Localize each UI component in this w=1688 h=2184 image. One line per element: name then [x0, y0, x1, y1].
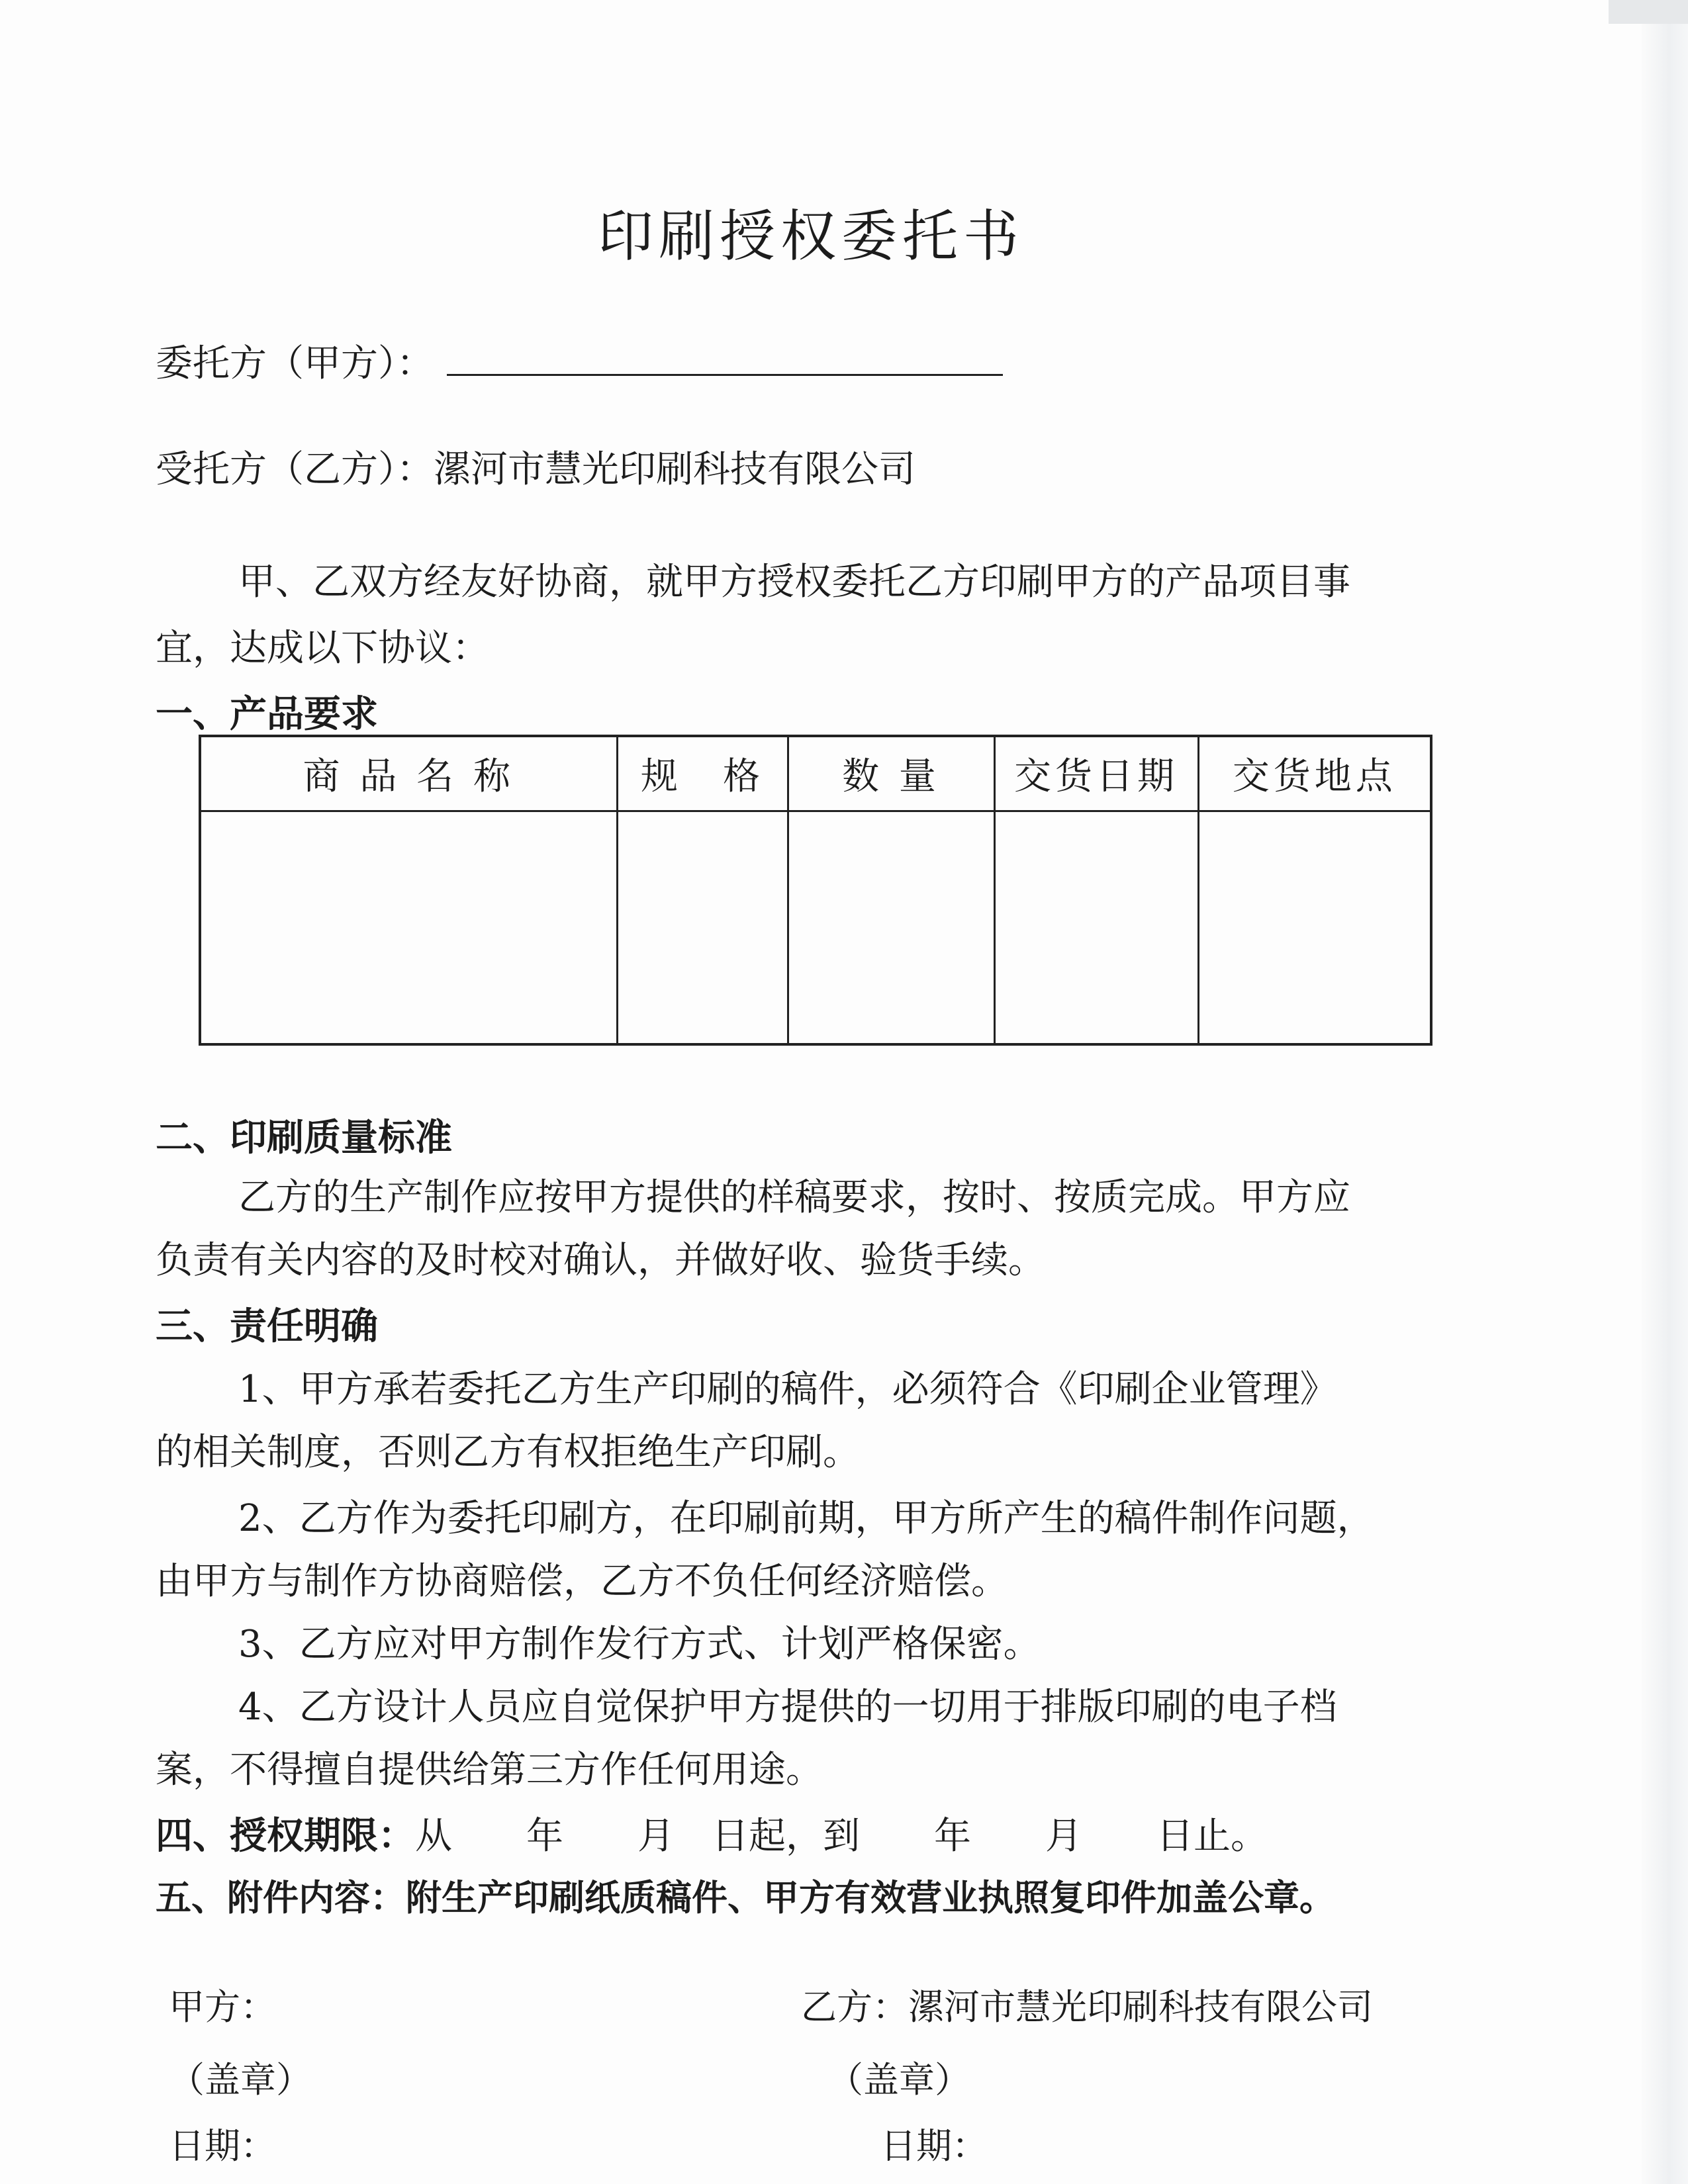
table-header: 交货地点	[1198, 736, 1431, 811]
section3-line: 4、乙方设计人员应自觉保护甲方提供的一切用于排版印刷的电子档	[238, 1686, 1337, 1729]
section3-line: 案，不得擅自提供给第三方作任何用途。	[156, 1749, 823, 1792]
section3-line: 由甲方与制作方协商赔偿，乙方不负任何经济赔偿。	[156, 1560, 1008, 1603]
section2-heading: 二、印刷质量标准	[156, 1116, 452, 1160]
scan-edge-shadow	[1642, 0, 1688, 2184]
section5-line: 五、附件内容：附生产印刷纸质稿件、甲方有效营业执照复印件加盖公章。	[156, 1876, 1335, 1919]
intro-line-2: 宜，达成以下协议：	[156, 627, 489, 670]
table-cell	[994, 811, 1198, 1045]
section2-line: 乙方的生产制作应按甲方提供的样稿要求，按时、按质完成。甲方应	[238, 1176, 1350, 1219]
table-cell	[617, 811, 788, 1045]
section3-line: 3、乙方应对甲方制作发行方式、计划严格保密。	[238, 1623, 1041, 1666]
table-header: 交货日期	[994, 736, 1198, 811]
section3-line: 2、乙方作为委托印刷方，在印刷前期，甲方所产生的稿件制作问题，	[238, 1497, 1374, 1540]
table-header: 数 量	[788, 736, 994, 811]
section1-heading: 一、产品要求	[156, 692, 378, 736]
section3-line: 1、甲方承若委托乙方生产印刷的稿件，必须符合《印刷企业管理》	[238, 1368, 1337, 1411]
party-a-blank	[447, 337, 1003, 376]
document-title: 印刷授权委托书	[597, 204, 1024, 269]
section4-text: 从 年 月 日起，到 年 月 日止。	[415, 1815, 1268, 1858]
seal-party-b: （盖章）	[827, 2059, 970, 2101]
seal-party-a: （盖章）	[169, 2059, 312, 2101]
intro-line-1: 甲、乙双方经友好协商，就甲方授权委托乙方印刷甲方的产品项目事	[238, 561, 1350, 604]
table-header: 商 品 名 称	[200, 736, 617, 811]
table-cell	[200, 811, 617, 1045]
table-row	[200, 811, 1431, 1045]
party-b-line: 受托方（乙方）：漯河市慧光印刷科技有限公司	[156, 448, 915, 491]
table-cell	[1198, 811, 1431, 1045]
signature-party-a: 甲方：	[169, 1986, 276, 2028]
date-party-b: 日期：	[880, 2125, 988, 2167]
product-table	[199, 735, 1432, 1046]
table-header-row	[200, 736, 1431, 811]
date-party-a: 日期：	[169, 2125, 276, 2167]
table-header: 规 格	[617, 736, 788, 811]
party-a-line	[156, 334, 1003, 387]
section4-line	[156, 1807, 1268, 1860]
section4-heading: 四、授权期限：	[156, 1814, 415, 1858]
section3-line: 的相关制度，否则乙方有权拒绝生产印刷。	[156, 1431, 860, 1474]
party-a-label: 委托方（甲方）：	[156, 342, 434, 385]
scan-edge-corner	[1609, 0, 1688, 24]
section2-line: 负责有关内容的及时校对确认，并做好收、验货手续。	[156, 1239, 1045, 1282]
signature-party-b: 乙方：漯河市慧光印刷科技有限公司	[801, 1986, 1373, 2028]
table-cell	[788, 811, 994, 1045]
section3-heading: 三、责任明确	[156, 1304, 378, 1348]
